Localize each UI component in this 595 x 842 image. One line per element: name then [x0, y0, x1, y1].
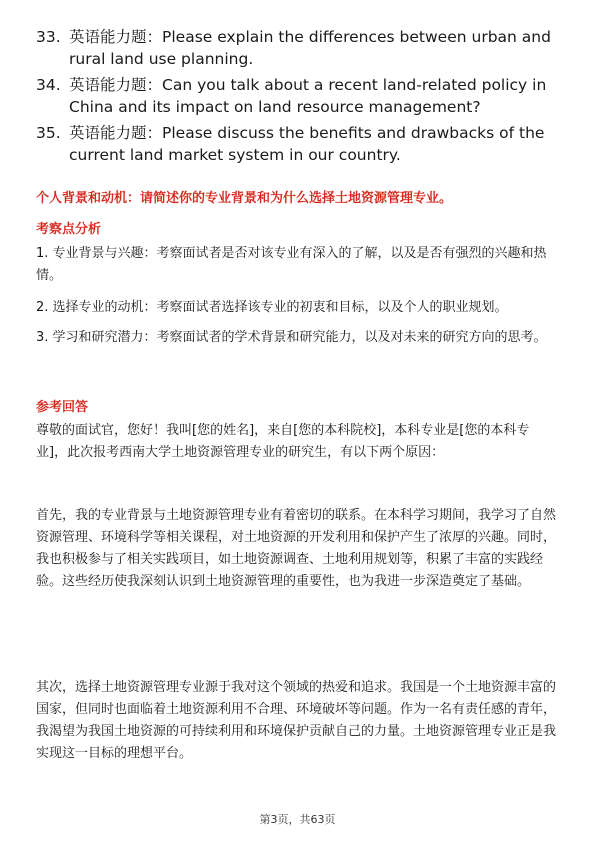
question-text: 英语能力题：Can you talk about a recent land-related policy in China and its impact on land resource management?	[69, 76, 547, 116]
page-footer: 第3页，共63页	[259, 813, 336, 826]
analysis-point: 3. 学习和研究潜力：考察面试者的学术背景和研究能力，以及对未来的研究方向的思考。	[36, 330, 547, 345]
section-heading: 个人背景和动机：请简述你的专业背景和为什么选择土地资源管理专业。	[36, 191, 453, 206]
analysis-point: 1. 专业背景与兴趣：考察面试者是否对该专业有深入的了解，以及是否有强烈的兴趣和热情。	[36, 246, 547, 283]
question-item	[36, 26, 566, 70]
analysis-point: 2. 选择专业的动机：考察面试者选择该专业的初衷和目标，以及个人的职业规划。	[36, 300, 508, 315]
question-item	[36, 74, 566, 118]
analysis-title: 考察点分析	[36, 222, 102, 237]
question-number: 35.	[36, 124, 61, 142]
answer-title: 参考回答	[36, 400, 89, 415]
answer-paragraph: 尊敬的面试官，您好！我叫[您的姓名]，来自[您的本科院校]，本科专业是[您的本科专业]，此次报考西南大学土地资源管理专业的研究生，有以下两个原因：	[36, 423, 530, 460]
question-item	[36, 122, 566, 166]
question-number: 33.	[36, 28, 61, 46]
question-text: 英语能力题：Please explain the differences between urban and rural land use planning.	[69, 28, 551, 68]
question-text: 英语能力题：Please discuss the benefits and drawbacks of the current land market system in our country.	[69, 124, 545, 164]
answer-paragraph: 其次，选择土地资源管理专业源于我对这个领域的热爱和追求。我国是一个土地资源丰富的国家，但同时也面临着土地资源利用不合理、环境破坏等问题。作为一名有责任感的青年，我渴望为我国土地资源的可持续利用和环境保护贡献自己的力量。土地资源管理专业正是我实现这一目标的理想平台。	[36, 680, 557, 761]
question-number: 34.	[36, 76, 61, 94]
answer-paragraph: 首先，我的专业背景与土地资源管理专业有着密切的联系。在本科学习期间，我学习了自然资源管理、环境科学等相关课程，对土地资源的开发利用和保护产生了浓厚的兴趣。同时，我也积极参与了相关实践项目，如土地资源调查、土地利用规划等，积累了丰富的实践经验。这些经历使我深刻认识到土地资源管理的重要性，也为我进一步深造奠定了基础。	[36, 508, 557, 589]
question-list	[36, 26, 566, 170]
